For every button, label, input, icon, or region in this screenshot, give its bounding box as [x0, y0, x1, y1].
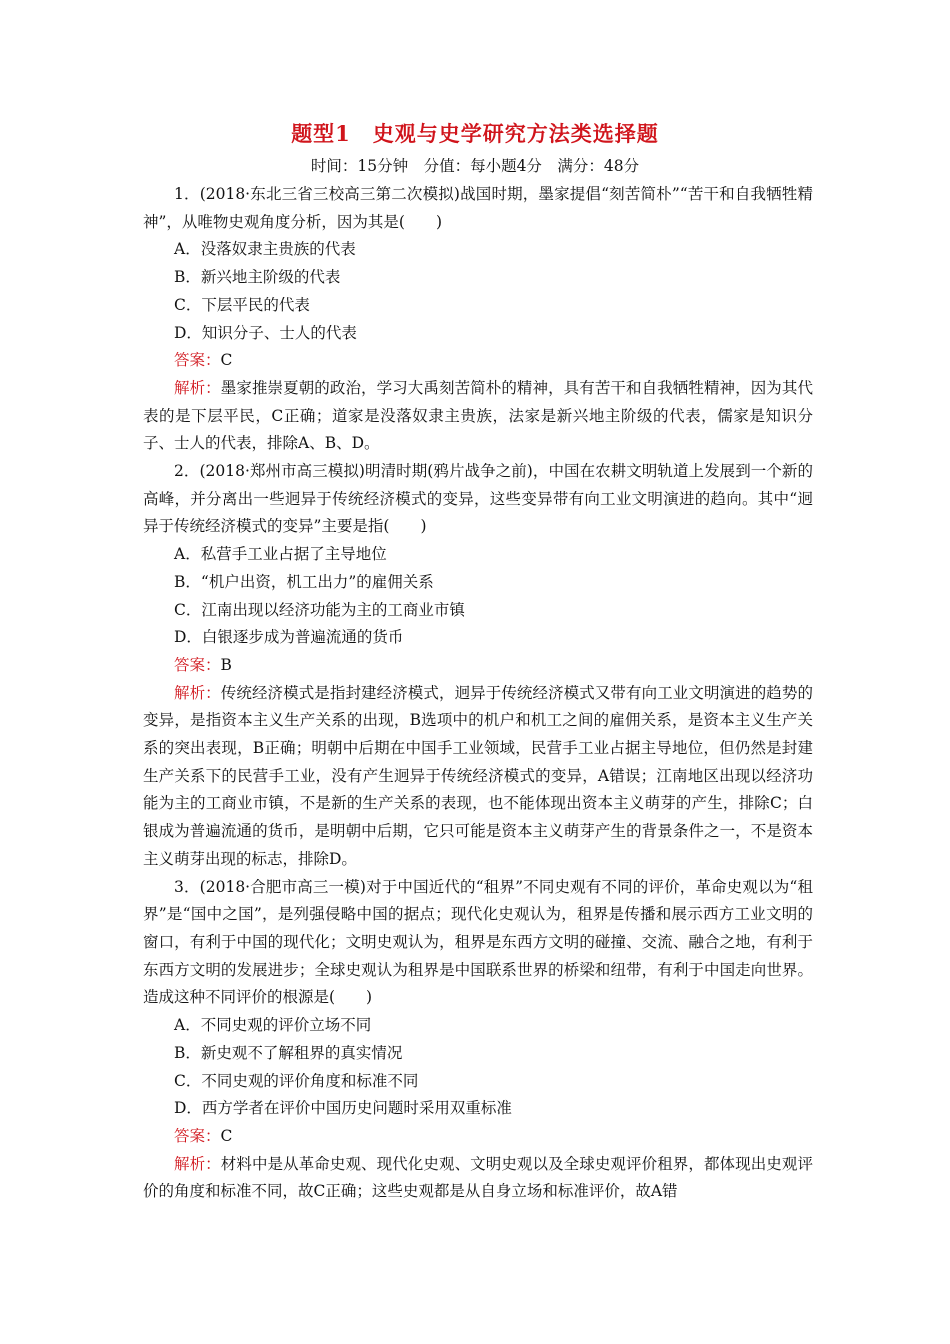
answer-value: C: [220, 351, 233, 370]
option-c: C．江南出现以经济功能为主的工商业市镇: [174, 600, 465, 619]
answer-value: C: [220, 1126, 233, 1145]
analysis-text: 墨家推崇夏朝的政治，学习大禹刻苦简朴的精神，具有苦干和自我牺牲精神，因为其代表的是下层平民，C正确；道家是没落奴隶主贵族，法家是新兴地主阶级的代表，儒家是知识分子、士人的代表，排除A、B、D。: [143, 378, 813, 453]
option-a: A．不同史观的评价立场不同: [174, 1016, 372, 1035]
analysis-text: 材料中是从革命史观、现代化史观、文明史观以及全球史观评价租界，都体现出史观评价的角度和标准不同，故C正确；这些史观都是从自身立场和标准评价，故A错: [143, 1154, 813, 1201]
question-stem: 3．(2018·合肥市高三一模)对于中国近代的“租界”不同史观有不同的评价，革命史观以为“租界”是“国中之国”，是列强侵略中国的据点；现代化史观认为，租界是传播和展示西方工业文明的窗口，有利于中国的现代化；文明史观认为，租界是东西方文明的碰撞、交流、融合之地，有利于东西方文明的发展进步；全球史观认为租界是中国联系世界的桥梁和纽带，有利于中国走向世界。造成这种不同评价的根源是( ): [143, 877, 813, 1007]
analysis: [143, 375, 813, 458]
analysis-label: 解析：: [174, 1154, 221, 1173]
answer-label: 答案：: [174, 655, 221, 674]
page-title: 题型1 史观与史学研究方法类选择题: [291, 121, 659, 146]
question-3: [143, 874, 813, 1206]
answer-line: [143, 347, 813, 375]
analysis-label: 解析：: [174, 683, 221, 702]
answer-line: [143, 1123, 813, 1151]
option-d: D．知识分子、士人的代表: [174, 323, 357, 342]
question-stem: 1．(2018·东北三省三校高三第二次模拟)战国时期，墨家提倡“刻苦简朴”“苦干和自我牺牲精神”，从唯物史观角度分析，因为其是( ): [143, 185, 813, 231]
exam-meta: 时间：15分钟 分值：每小题4分 满分：48分: [310, 157, 640, 175]
option-a: A．私营手工业占据了主导地位: [174, 545, 387, 564]
question-list: [143, 181, 813, 1206]
option-c: C．不同史观的评价角度和标准不同: [174, 1071, 419, 1090]
option-d: D．白银逐步成为普遍流通的货币: [174, 628, 404, 647]
answer-label: 答案：: [174, 351, 221, 370]
option-b: B．新兴地主阶级的代表: [174, 268, 341, 287]
question-1: [143, 181, 813, 458]
answer-label: 答案：: [174, 1126, 221, 1145]
analysis-text: 传统经济模式是指封建经济模式，迥异于传统经济模式又带有向工业文明演进的趋势的变异，是指资本主义生产关系的出现，B选项中的机户和机工之间的雇佣关系，是资本主义生产关系的突出表现，B正确；明朝中后期在中国手工业领域，民营手工业占据主导地位，但仍然是封建生产关系下的民营手工业，没有产生迥异于传统经济模式的变异，A错误；江南地区出现以经济功能为主的工商业市镇，不是新的生产关系的表现，也不能体现出资本主义萌芽的产生，排除C；白银成为普遍流通的货币，是明朝中后期，它只可能是资本主义萌芽产生的背景条件之一，不是资本主义萌芽出现的标志，排除D。: [143, 683, 813, 868]
analysis: [143, 1151, 813, 1206]
answer-value: B: [220, 655, 232, 674]
option-d: D．西方学者在评价中国历史问题时采用双重标准: [174, 1099, 512, 1118]
analysis: [143, 680, 813, 874]
question-stem: 2．(2018·郑州市高三模拟)明清时期(鸦片战争之前)，中国在农耕文明轨道上发展到一个新的高峰，并分离出一些迥异于传统经济模式的变异，这些变异带有向工业文明演进的趋向。其中“迥异于传统经济模式的变异”主要是指( ): [143, 462, 813, 536]
question-2: [143, 458, 813, 874]
option-c: C．下层平民的代表: [174, 295, 310, 314]
option-b: B．新史观不了解租界的真实情况: [174, 1043, 403, 1062]
answer-line: [143, 652, 813, 680]
option-b: B．“机户出资，机工出力”的雇佣关系: [174, 572, 434, 591]
option-a: A．没落奴隶主贵族的代表: [174, 240, 356, 259]
analysis-label: 解析：: [174, 378, 221, 397]
